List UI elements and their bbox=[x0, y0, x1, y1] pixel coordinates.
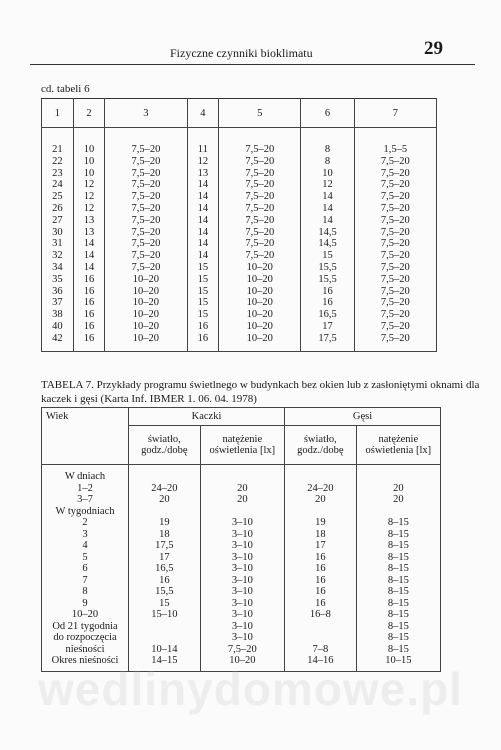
table-cell: 14 bbox=[301, 203, 354, 215]
table-cell: 7,5–20 bbox=[219, 191, 301, 203]
table-cell: 14 bbox=[187, 191, 219, 203]
table-row bbox=[42, 321, 437, 333]
table-cell: 20 bbox=[200, 483, 284, 495]
table-cell: 21 bbox=[42, 128, 74, 156]
table-cell: 16 bbox=[73, 274, 105, 286]
table7-subheader-gesi-natezenie: natężenie oświetlenia [lx] bbox=[356, 426, 440, 465]
table-cell: 10–20 bbox=[105, 274, 187, 286]
table-row bbox=[42, 552, 441, 564]
table-cell: 11 bbox=[187, 128, 219, 156]
table-cell: 7–8 bbox=[284, 644, 356, 656]
table6-col-header: 4 bbox=[187, 99, 219, 128]
table-cell: 7,5–20 bbox=[105, 179, 187, 191]
table-cell: 15,5 bbox=[129, 586, 201, 598]
table-cell: 8–15 bbox=[356, 575, 440, 587]
table-row bbox=[42, 483, 441, 495]
table-cell: 16 bbox=[73, 333, 105, 351]
table-cell: 16 bbox=[73, 321, 105, 333]
table-row bbox=[42, 168, 437, 180]
table-cell bbox=[284, 621, 356, 633]
table-cell: 7,5–20 bbox=[219, 238, 301, 250]
table-cell: 3–10 bbox=[200, 517, 284, 529]
watermark: wedlinydomowe.pl bbox=[38, 663, 463, 715]
table-row bbox=[42, 333, 437, 351]
table-cell: 8–15 bbox=[356, 517, 440, 529]
age-cell: 1–2 bbox=[42, 483, 129, 495]
table-cell: 16 bbox=[187, 333, 219, 351]
table-cell: 19 bbox=[129, 517, 201, 529]
table-cell: 10–20 bbox=[219, 309, 301, 321]
age-cell: 5 bbox=[42, 552, 129, 564]
table-cell: 8–15 bbox=[356, 552, 440, 564]
table-cell: 7,5–20 bbox=[354, 333, 436, 351]
table-cell: 7,5–20 bbox=[354, 286, 436, 298]
table-cell: 13 bbox=[73, 215, 105, 227]
table-cell: 10–20 bbox=[105, 286, 187, 298]
table-cell: 16 bbox=[301, 297, 354, 309]
table6-col-header: 2 bbox=[73, 99, 105, 128]
table-cell: 42 bbox=[42, 333, 74, 351]
table-cell: 8 bbox=[301, 156, 354, 168]
table-cell: 15–10 bbox=[129, 609, 201, 621]
table-cell: 3–10 bbox=[200, 632, 284, 644]
table-cell: 7,5–20 bbox=[354, 297, 436, 309]
table-cell: 13 bbox=[73, 227, 105, 239]
table-cell: 12 bbox=[73, 179, 105, 191]
table-cell: 24 bbox=[42, 179, 74, 191]
table-cell: 10–20 bbox=[219, 274, 301, 286]
table7-subheader-kaczki-swiatlo: światło, godz./dobę bbox=[129, 426, 201, 465]
table-row bbox=[42, 575, 441, 587]
table-cell: 14 bbox=[301, 215, 354, 227]
table-cell: 14 bbox=[187, 238, 219, 250]
table-cell: 10–20 bbox=[219, 333, 301, 351]
table-cell: 3–10 bbox=[200, 529, 284, 541]
table-cell: 15,5 bbox=[301, 274, 354, 286]
table-cell: 17,5 bbox=[301, 333, 354, 351]
table-cell: 16 bbox=[73, 309, 105, 321]
table-row bbox=[42, 227, 437, 239]
table7-header-kaczki: Kaczki bbox=[129, 408, 285, 426]
age-cell: 3–7 bbox=[42, 494, 129, 506]
table-cell: 12 bbox=[73, 203, 105, 215]
table-cell: 16 bbox=[187, 321, 219, 333]
table-6 bbox=[41, 98, 437, 352]
table-cell: 7,5–20 bbox=[219, 128, 301, 156]
table-cell: 23 bbox=[42, 168, 74, 180]
age-cell: 4 bbox=[42, 540, 129, 552]
table-cell: 14 bbox=[301, 191, 354, 203]
table-cell: 8–15 bbox=[356, 621, 440, 633]
running-header-title: Fizyczne czynniki bioklimatu bbox=[170, 46, 313, 60]
table-cell: 10 bbox=[73, 156, 105, 168]
age-cell: 8 bbox=[42, 586, 129, 598]
table-row bbox=[42, 238, 437, 250]
table6-col-header: 1 bbox=[42, 99, 74, 128]
table-cell: 7,5–20 bbox=[354, 168, 436, 180]
table-cell: 7,5–20 bbox=[354, 156, 436, 168]
table-cell: 14 bbox=[73, 238, 105, 250]
table-cell: 15 bbox=[301, 250, 354, 262]
table-cell: 3–10 bbox=[200, 563, 284, 575]
table-cell: 14–16 bbox=[284, 655, 356, 671]
table-cell: 3–10 bbox=[200, 598, 284, 610]
table-cell: 30 bbox=[42, 227, 74, 239]
table-cell: 14 bbox=[187, 227, 219, 239]
table-cell: 7,5–20 bbox=[354, 203, 436, 215]
table-cell: 24–20 bbox=[284, 483, 356, 495]
table-cell: 7,5–20 bbox=[354, 262, 436, 274]
table-row bbox=[42, 494, 441, 506]
table6-col-header: 3 bbox=[105, 99, 187, 128]
table-cell: 15 bbox=[187, 297, 219, 309]
table-cell: 7,5–20 bbox=[105, 238, 187, 250]
table-cell: 10–20 bbox=[105, 333, 187, 351]
table-cell bbox=[284, 632, 356, 644]
table-cell: 7,5–20 bbox=[219, 203, 301, 215]
table-cell: 14,5 bbox=[301, 238, 354, 250]
table-cell: 8–15 bbox=[356, 609, 440, 621]
table6-col-header: 6 bbox=[301, 99, 354, 128]
table-row bbox=[42, 156, 437, 168]
table-cell: 10 bbox=[73, 168, 105, 180]
table-cell: 7,5–20 bbox=[105, 156, 187, 168]
page-number: 29 bbox=[424, 38, 443, 59]
table-cell: 25 bbox=[42, 191, 74, 203]
table-cell: 15 bbox=[187, 262, 219, 274]
table-cell: 8–15 bbox=[356, 644, 440, 656]
table-cell bbox=[200, 506, 284, 518]
table-cell: 15 bbox=[187, 309, 219, 321]
table-cell: 16 bbox=[301, 286, 354, 298]
table-cell bbox=[284, 465, 356, 483]
header-rule bbox=[30, 64, 475, 65]
table-cell: 20 bbox=[284, 494, 356, 506]
table-cell: 7,5–20 bbox=[105, 227, 187, 239]
table-cell: 7,5–20 bbox=[200, 644, 284, 656]
table-cell: 14 bbox=[187, 250, 219, 262]
table6-header-row bbox=[42, 99, 437, 128]
table-cell: 16 bbox=[284, 563, 356, 575]
table-cell: 17 bbox=[284, 540, 356, 552]
age-cell: do rozpoczęcia bbox=[42, 632, 129, 644]
table-cell: 8–15 bbox=[356, 598, 440, 610]
table-row bbox=[42, 297, 437, 309]
table-cell bbox=[200, 465, 284, 483]
table-cell: 16,5 bbox=[129, 563, 201, 575]
table-cell: 10–20 bbox=[219, 321, 301, 333]
table-cell: 3–10 bbox=[200, 540, 284, 552]
table-cell: 22 bbox=[42, 156, 74, 168]
table-cell: 10 bbox=[301, 168, 354, 180]
table-cell: 7,5–20 bbox=[105, 262, 187, 274]
table-cell: 15,5 bbox=[301, 262, 354, 274]
table-row bbox=[42, 262, 437, 274]
age-cell: 9 bbox=[42, 598, 129, 610]
table-cell: 7,5–20 bbox=[354, 250, 436, 262]
table-cell: 10–14 bbox=[129, 644, 201, 656]
table-cell: 16 bbox=[73, 297, 105, 309]
table-cell: 8–15 bbox=[356, 540, 440, 552]
table-cell bbox=[129, 465, 201, 483]
table7-body bbox=[42, 465, 441, 672]
table-cell: 10–20 bbox=[105, 297, 187, 309]
table-cell: 18 bbox=[129, 529, 201, 541]
table-row bbox=[42, 632, 441, 644]
table-cell: 19 bbox=[284, 517, 356, 529]
table-row bbox=[42, 517, 441, 529]
table-cell: 7,5–20 bbox=[105, 215, 187, 227]
table-row bbox=[42, 586, 441, 598]
table-cell: 3–10 bbox=[200, 609, 284, 621]
table-cell: 7,5–20 bbox=[219, 179, 301, 191]
table-cell: 16 bbox=[284, 552, 356, 564]
table-cell: 35 bbox=[42, 274, 74, 286]
table-cell: 12 bbox=[187, 156, 219, 168]
table-cell: 7,5–20 bbox=[354, 238, 436, 250]
table-cell: 16–8 bbox=[284, 609, 356, 621]
table-cell: 10–20 bbox=[105, 309, 187, 321]
table-cell: 15 bbox=[187, 286, 219, 298]
age-cell: 2 bbox=[42, 517, 129, 529]
table-cell: 7,5–20 bbox=[354, 179, 436, 191]
table-cell: 40 bbox=[42, 321, 74, 333]
table-cell: 36 bbox=[42, 286, 74, 298]
table-cell: 10–20 bbox=[219, 286, 301, 298]
table-row bbox=[42, 191, 437, 203]
table-cell: 17,5 bbox=[129, 540, 201, 552]
table-cell: 17 bbox=[301, 321, 354, 333]
table-cell: 20 bbox=[356, 483, 440, 495]
table-row bbox=[42, 250, 437, 262]
table-cell: 14 bbox=[73, 250, 105, 262]
table-cell: 1,5–5 bbox=[354, 128, 436, 156]
table-7 bbox=[41, 407, 441, 672]
table-cell: 7,5–20 bbox=[354, 274, 436, 286]
table-cell bbox=[129, 632, 201, 644]
table-cell: 15 bbox=[187, 274, 219, 286]
table-row bbox=[42, 309, 437, 321]
table-cell: 37 bbox=[42, 297, 74, 309]
table-cell: 16 bbox=[284, 586, 356, 598]
age-cell: W dniach bbox=[42, 465, 129, 483]
age-cell: 3 bbox=[42, 529, 129, 541]
table-cell: 26 bbox=[42, 203, 74, 215]
table-cell: 7,5–20 bbox=[219, 215, 301, 227]
table-cell: 14–15 bbox=[129, 655, 201, 671]
table-cell: 12 bbox=[73, 191, 105, 203]
table-row bbox=[42, 286, 437, 298]
table-cell: 20 bbox=[356, 494, 440, 506]
table-cell: 8–15 bbox=[356, 586, 440, 598]
table-cell: 16 bbox=[129, 575, 201, 587]
table-cell bbox=[284, 506, 356, 518]
table-cell: 7,5–20 bbox=[354, 321, 436, 333]
table-cell: 7,5–20 bbox=[354, 309, 436, 321]
table-cell: 12 bbox=[301, 179, 354, 191]
table-row bbox=[42, 128, 437, 156]
table-row bbox=[42, 465, 441, 483]
table-cell: 10–20 bbox=[200, 655, 284, 671]
table-cell: 7,5–20 bbox=[105, 128, 187, 156]
table-cell: 7,5–20 bbox=[105, 250, 187, 262]
table-row bbox=[42, 179, 437, 191]
table-cell: 20 bbox=[200, 494, 284, 506]
table-cell: 10 bbox=[73, 128, 105, 156]
table-cell: 7,5–20 bbox=[219, 168, 301, 180]
table-cell: 16 bbox=[284, 598, 356, 610]
table7-subheader-kaczki-natezenie: natężenie oświetlenia [lx] bbox=[200, 426, 284, 465]
table-cell: 14 bbox=[187, 203, 219, 215]
table-cell: 7,5–20 bbox=[105, 203, 187, 215]
table-cell: 7,5–20 bbox=[105, 168, 187, 180]
table6-continuation-label: cd. tabeli 6 bbox=[41, 83, 90, 95]
table-cell: 3–10 bbox=[200, 621, 284, 633]
table-cell: 7,5–20 bbox=[219, 250, 301, 262]
table-cell: 14 bbox=[187, 179, 219, 191]
table-cell: 14 bbox=[187, 215, 219, 227]
table-cell: 13 bbox=[187, 168, 219, 180]
table-row bbox=[42, 609, 441, 621]
table-cell: 7,5–20 bbox=[354, 227, 436, 239]
table-row bbox=[42, 529, 441, 541]
table7-header-gesi: Gęsi bbox=[284, 408, 440, 426]
table7-subheader-gesi-swiatlo: światło, godz./dobę bbox=[284, 426, 356, 465]
table-cell: 7,5–20 bbox=[354, 215, 436, 227]
table-cell: 10–20 bbox=[219, 297, 301, 309]
table-cell: 16 bbox=[284, 575, 356, 587]
table7-caption: TABELA 7. Przykłady programu świetlnego w budynkach bez okien lub z zasłoniętymi oknami dla kaczek i gęsi (Karta Inf. IBMER 1. 06. 04. 1978) bbox=[41, 379, 480, 405]
table-cell: 7,5–20 bbox=[354, 191, 436, 203]
table-cell: 7,5–20 bbox=[219, 156, 301, 168]
table-cell: 16,5 bbox=[301, 309, 354, 321]
table-row bbox=[42, 203, 437, 215]
table6-body bbox=[42, 128, 437, 352]
table-row bbox=[42, 215, 437, 227]
table-cell bbox=[129, 621, 201, 633]
table-cell: 10–20 bbox=[105, 321, 187, 333]
table-cell bbox=[129, 506, 201, 518]
table-cell: 3–10 bbox=[200, 575, 284, 587]
table-cell: 3–10 bbox=[200, 552, 284, 564]
table-cell: 10–15 bbox=[356, 655, 440, 671]
table-cell: 14,5 bbox=[301, 227, 354, 239]
table-row bbox=[42, 621, 441, 633]
table-cell: 27 bbox=[42, 215, 74, 227]
table6-col-header: 5 bbox=[219, 99, 301, 128]
age-cell: Od 21 tygodnia bbox=[42, 621, 129, 633]
table-cell: 10–20 bbox=[219, 262, 301, 274]
table-cell bbox=[356, 465, 440, 483]
table-cell: 8–15 bbox=[356, 563, 440, 575]
age-cell: 10–20 bbox=[42, 609, 129, 621]
age-cell: 6 bbox=[42, 563, 129, 575]
table-cell: 34 bbox=[42, 262, 74, 274]
age-cell: 7 bbox=[42, 575, 129, 587]
table-cell: 8–15 bbox=[356, 632, 440, 644]
table-cell: 32 bbox=[42, 250, 74, 262]
table-cell: 17 bbox=[129, 552, 201, 564]
table-cell: 15 bbox=[129, 598, 201, 610]
age-cell: nieśności bbox=[42, 644, 129, 656]
table-cell: 7,5–20 bbox=[219, 227, 301, 239]
age-cell: Okres nieśności bbox=[42, 655, 129, 671]
table-cell: 24–20 bbox=[129, 483, 201, 495]
table-cell bbox=[356, 506, 440, 518]
table-cell: 14 bbox=[73, 262, 105, 274]
table-row bbox=[42, 563, 441, 575]
table-cell: 18 bbox=[284, 529, 356, 541]
table-cell: 8–15 bbox=[356, 529, 440, 541]
table-row bbox=[42, 540, 441, 552]
table-cell: 7,5–20 bbox=[105, 191, 187, 203]
table-cell: 8 bbox=[301, 128, 354, 156]
table-cell: 20 bbox=[129, 494, 201, 506]
table-row bbox=[42, 274, 437, 286]
table6-col-header: 7 bbox=[354, 99, 436, 128]
table-cell: 31 bbox=[42, 238, 74, 250]
table-cell: 38 bbox=[42, 309, 74, 321]
table7-header-wiek: Wiek bbox=[42, 408, 129, 465]
age-cell: W tygodniach bbox=[42, 506, 129, 518]
table-row bbox=[42, 598, 441, 610]
table-row bbox=[42, 506, 441, 518]
table-row bbox=[42, 644, 441, 656]
table-cell: 3–10 bbox=[200, 586, 284, 598]
table-cell: 16 bbox=[73, 286, 105, 298]
